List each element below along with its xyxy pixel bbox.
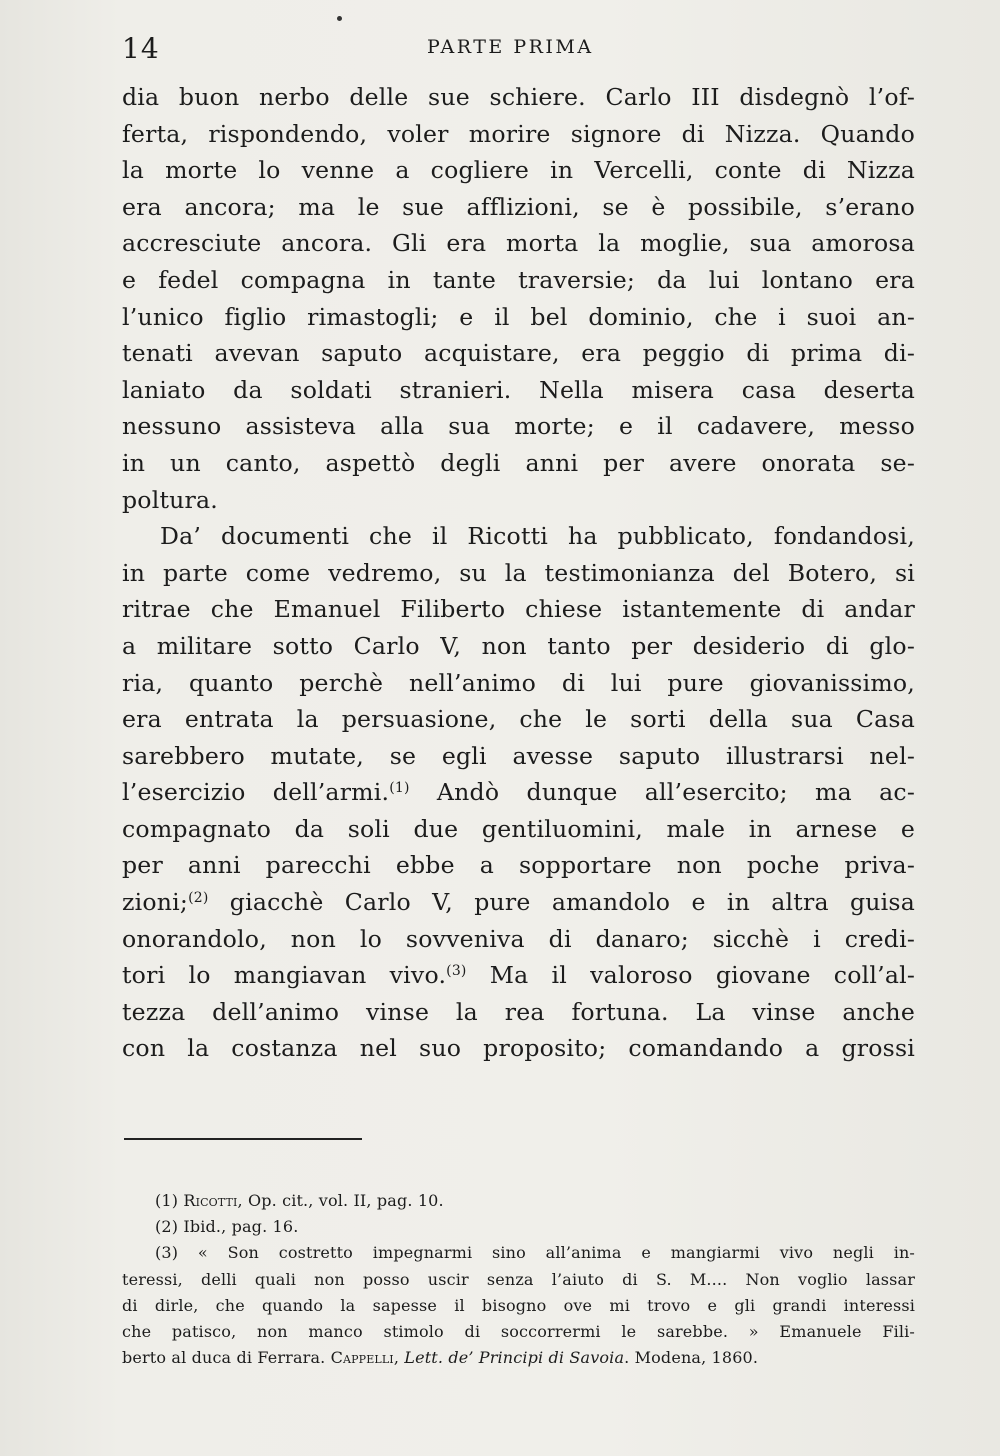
text-line-with-note bbox=[122, 884, 915, 921]
footnote-text: . Modena, 1860. bbox=[624, 1348, 759, 1368]
text-line: per anni parecchi ebbe a sopportare non poche priva- bbox=[122, 851, 915, 880]
footnote-text: , Op. cit., vol. II, pag. 10. bbox=[237, 1191, 444, 1210]
text-segment: l’esercizio dell’armi. bbox=[122, 778, 390, 807]
footnote-text: « Son costretto impegnarmi sino all’anima e mangiarmi vivo negli in- bbox=[197, 1243, 915, 1263]
text-line: l’unico figlio rimastogli; e il bel dominio, che i suoi an- bbox=[122, 302, 915, 331]
text-line: e fedel compagna in tante traversie; da lui lontano era bbox=[122, 265, 915, 294]
footnote-author: Ricotti bbox=[183, 1191, 238, 1210]
ink-speck bbox=[337, 16, 342, 21]
footnote-text: , bbox=[393, 1348, 405, 1368]
text-line: in parte come vedremo, su la testimonianza del Botero, si bbox=[122, 558, 915, 587]
footnotes bbox=[122, 1188, 915, 1371]
footnote-ref-3: (3) bbox=[446, 963, 467, 980]
text-line-with-note bbox=[122, 774, 915, 811]
footnote-book-title: Lett. de’ Principi di Savoia bbox=[404, 1348, 625, 1368]
footnote-2 bbox=[122, 1214, 915, 1240]
footnote-3-line bbox=[122, 1345, 915, 1371]
text-line: era entrata la persuasione, che le sorti della sua Casa bbox=[122, 705, 915, 734]
footnote-author: Cappelli bbox=[330, 1348, 394, 1368]
text-line: poltura. bbox=[122, 485, 218, 514]
footnote-3-line bbox=[122, 1240, 915, 1266]
footnote-3-line: teressi, delli quali non posso uscir senza l’aiuto di S. M.... Non voglio lassar bbox=[122, 1269, 915, 1289]
paragraph-start-line: Da’ documenti che il Ricotti ha pubblicato, fondandosi, bbox=[160, 522, 915, 551]
text-line: ria, quanto perchè nell’animo di lui pure giovanissimo, bbox=[122, 668, 915, 697]
footnote-rule bbox=[124, 1138, 362, 1140]
text-line: a militare sotto Carlo V, non tanto per desiderio di glo- bbox=[122, 631, 915, 660]
text-line: compagnato da soli due gentiluomini, male in arnese e bbox=[122, 814, 915, 843]
text-line: sarebbero mutate, se egli avesse saputo illustrarsi nel- bbox=[122, 741, 915, 770]
text-line: ritrae che Emanuel Filiberto chiese istantemente di andar bbox=[122, 595, 915, 624]
text-line: ferta, rispondendo, voler morire signore di Nizza. Quando bbox=[122, 119, 915, 148]
text-line: era ancora; ma le sue afflizioni, se è possibile, s’erano bbox=[122, 192, 915, 221]
text-line: tezza dell’animo vinse la rea fortuna. La vinse anche bbox=[122, 997, 915, 1026]
text-line: in un canto, aspettò degli anni per avere onorata se- bbox=[122, 448, 915, 477]
text-line: onorandolo, non lo sovveniva di danaro; sicchè i credi- bbox=[122, 924, 915, 953]
footnote-ref-1: (1) bbox=[389, 780, 410, 797]
footnote-3-line: di dirle, che quando la sapesse il bisogno ove mi trovo e gli grandi interessi bbox=[122, 1295, 915, 1315]
footnote-number: (3) bbox=[155, 1243, 179, 1263]
text-segment: giacchè Carlo V, pure amandolo e in altra guisa bbox=[208, 888, 915, 917]
footnote-number: (1) bbox=[155, 1191, 179, 1210]
text-line-with-note bbox=[122, 957, 915, 994]
main-text bbox=[122, 79, 915, 1067]
footnote-1 bbox=[122, 1188, 915, 1214]
text-segment: Andò dunque all’esercito; ma ac- bbox=[409, 778, 915, 807]
text-line: con la costanza nel suo proposito; comandando a grossi bbox=[122, 1034, 915, 1063]
text-line: la morte lo venne a cogliere in Vercelli, conte di Nizza bbox=[122, 156, 915, 185]
footnote-text: Ibid., pag. 16. bbox=[183, 1217, 299, 1237]
footnote-text: berto al duca di Ferrara. bbox=[122, 1348, 331, 1368]
text-line: accresciute ancora. Gli era morta la moglie, sua amorosa bbox=[122, 229, 915, 258]
text-line: tenati avevan saputo acquistare, era peggio di prima di- bbox=[122, 339, 915, 368]
text-line: laniato da soldati stranieri. Nella misera casa deserta bbox=[122, 375, 915, 404]
text-segment: Ma il valoroso giovane coll’al- bbox=[466, 961, 915, 990]
page-header bbox=[122, 32, 915, 68]
running-head: PARTE PRIMA bbox=[427, 36, 594, 58]
page-number: 14 bbox=[122, 32, 160, 65]
text-segment: tori lo mangiavan vivo. bbox=[122, 961, 447, 990]
footnote-ref-2: (2) bbox=[188, 890, 209, 907]
text-line: dia buon nerbo delle sue schiere. Carlo III disdegnò l’of- bbox=[122, 83, 915, 111]
footnote-3-line: che patisco, non manco stimolo di soccorrermi le sarebbe. » Emanuele Fili- bbox=[122, 1322, 915, 1342]
footnote-number: (2) bbox=[155, 1217, 179, 1237]
text-line: nessuno assisteva alla sua morte; e il cadavere, messo bbox=[122, 412, 915, 441]
text-segment: zioni; bbox=[122, 888, 189, 917]
